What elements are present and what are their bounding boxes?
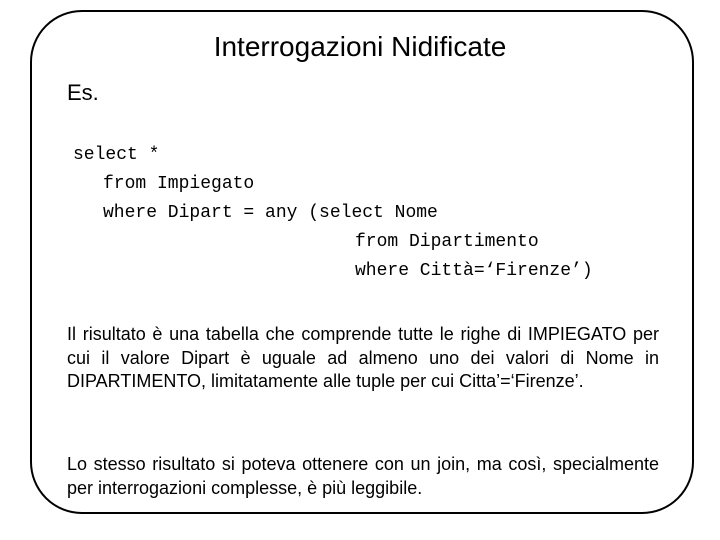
code-line-3: where Dipart = any (select Nome	[103, 203, 438, 223]
slide-title: Interrogazioni Nidificate	[213, 31, 507, 62]
conclusion-paragraph: Lo stesso risultato si poteva ottenere con un join, ma così, specialmente per interrogazioni complesse, è più leggibile.	[67, 454, 659, 498]
code-line-2: from Impiegato	[103, 174, 255, 194]
code-line-1: select *	[73, 145, 160, 165]
code-line-5: where Città=‘Firenze’)	[355, 261, 593, 281]
code-line-4: from Dipartimento	[355, 232, 539, 252]
example-label: Es.	[67, 80, 99, 105]
explanation-paragraph: Il risultato è una tabella che comprende tutte le righe di IMPIEGATO per cui il valore Dipart è uguale ad almeno uno dei valori di Nome in DIPARTIMENTO, limitatamente alle tuple per cui Citta’=‘Firenze’.	[67, 324, 659, 391]
